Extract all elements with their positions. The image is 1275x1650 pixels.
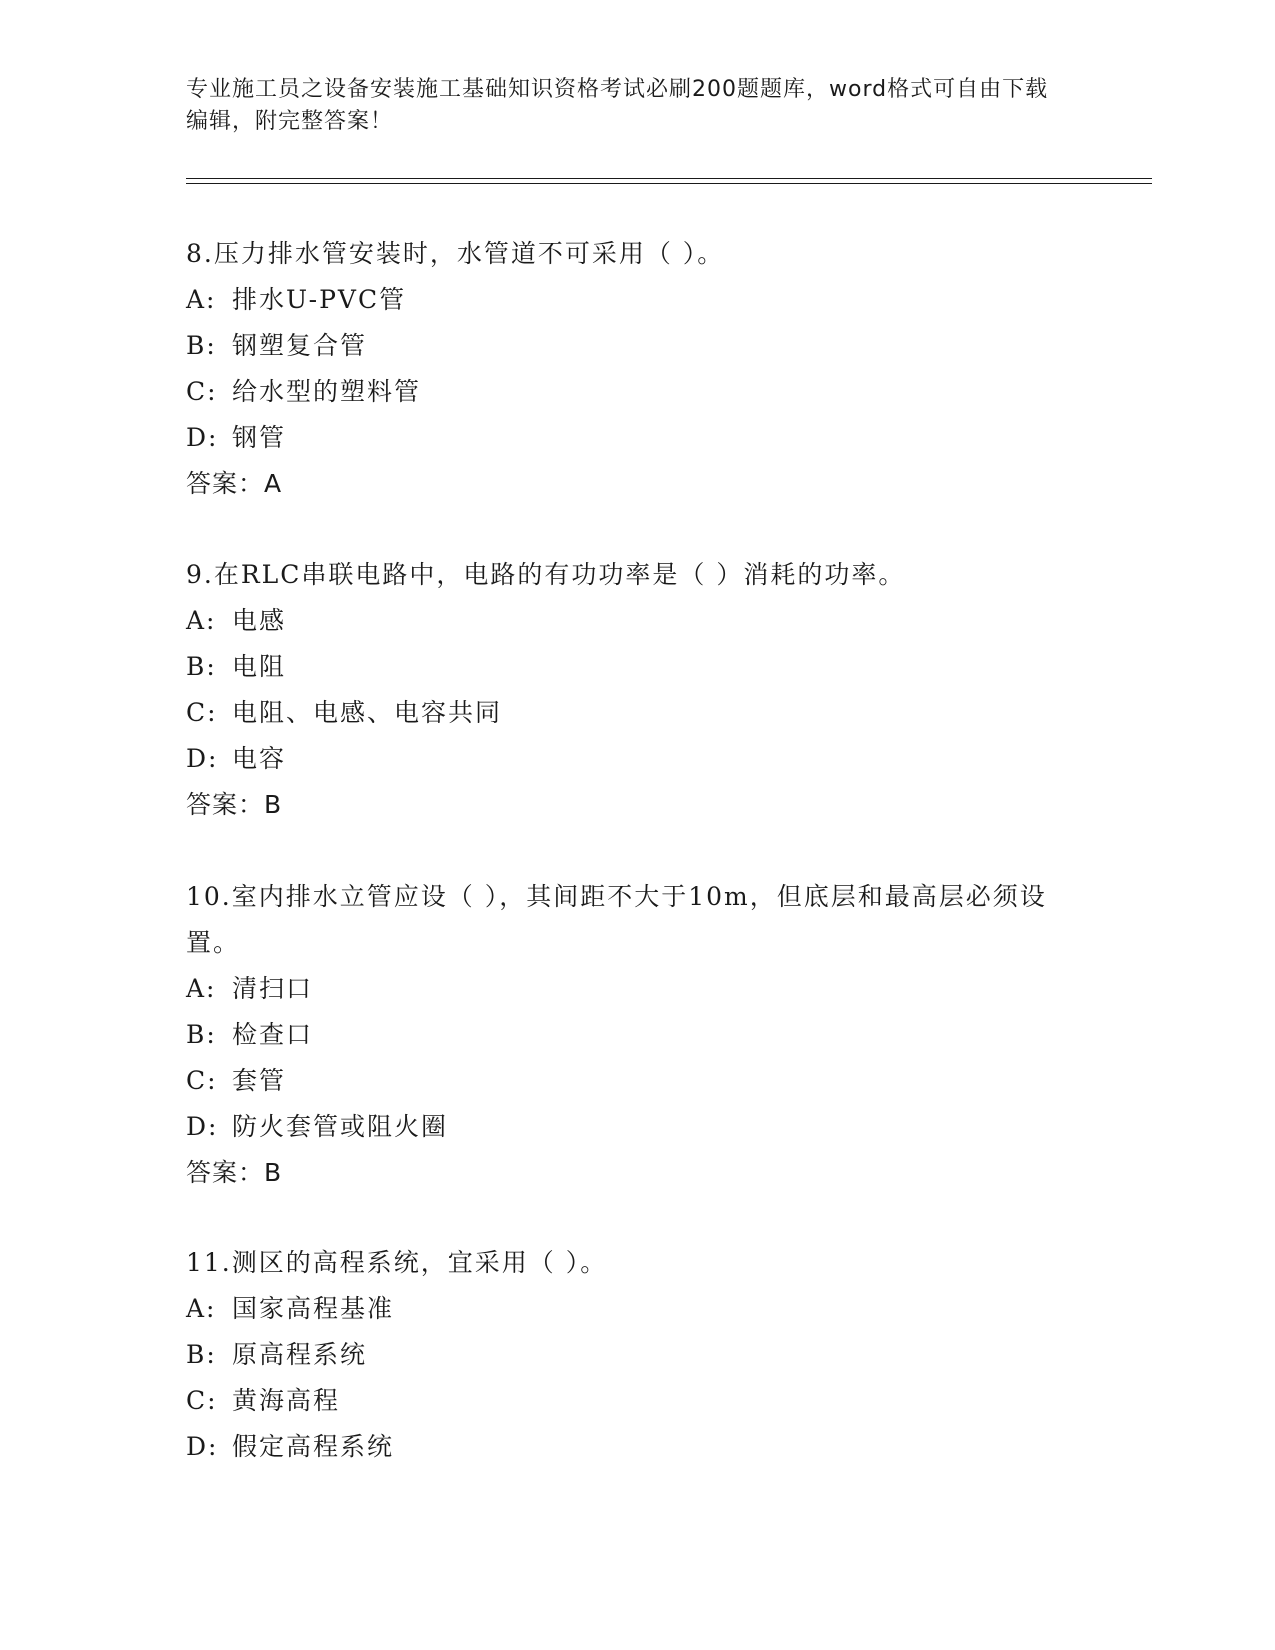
option-letter: D: [186,744,219,773]
option-text: 清扫口 [232,974,314,1003]
option-letter: A: [186,606,217,635]
option-c [186,369,1086,415]
option-text: 黄海高程 [232,1386,341,1415]
option-b [186,644,1086,690]
option-letter: D: [186,1432,219,1461]
question-stem: 11.测区的高程系统，宜采用（ ）。 [186,1248,608,1277]
option-text: 电阻 [232,652,287,681]
option-d [186,415,1086,461]
question-8 [186,231,1086,507]
answer-line: 答案：B [186,1158,283,1187]
option-a [186,598,1086,644]
option-letter: B: [186,1020,217,1049]
option-letter: C: [186,377,218,406]
option-letter: C: [186,1386,218,1415]
question-stem: 10.室内排水立管应设（ ），其间距不大于10m，但底层和最高层必须设置。 [186,882,1047,957]
option-a [186,277,1086,323]
option-c [186,1058,1086,1104]
option-letter: B: [186,1340,217,1369]
answer-line: 答案：B [186,790,283,819]
option-d [186,1104,1086,1150]
answer-line: 答案：A [186,469,283,498]
option-letter: C: [186,1066,218,1095]
option-letter: D: [186,423,219,452]
option-letter: A: [186,285,217,314]
option-letter: C: [186,698,218,727]
option-d [186,1424,1086,1470]
question-10 [186,874,1086,1196]
option-text: 排水U-PVC管 [232,285,407,314]
question-11 [186,1240,1086,1470]
option-text: 原高程系统 [232,1340,368,1369]
option-text: 钢塑复合管 [232,331,368,360]
option-a [186,966,1086,1012]
option-a [186,1286,1086,1332]
question-stem: 9.在RLC串联电路中，电路的有功功率是（ ）消耗的功率。 [186,560,906,589]
option-d [186,736,1086,782]
option-letter: A: [186,1294,217,1323]
option-text: 防火套管或阻火圈 [232,1112,449,1141]
option-c [186,690,1086,736]
question-stem: 8.压力排水管安装时，水管道不可采用（ ）。 [186,239,725,268]
option-text: 电阻、电感、电容共同 [232,698,503,727]
option-text: 电感 [232,606,287,635]
option-letter: A: [186,974,217,1003]
option-text: 套管 [232,1066,287,1095]
option-c [186,1378,1086,1424]
document-intro: 专业施工员之设备安装施工基础知识资格考试必刷200题题库，word格式可自由下载编辑，附完整答案！ [186,77,1049,134]
option-letter: B: [186,331,217,360]
option-letter: D: [186,1112,219,1141]
option-b [186,1332,1086,1378]
option-text: 电容 [232,744,287,773]
option-text: 国家高程基准 [232,1294,395,1323]
option-text: 假定高程系统 [232,1432,395,1461]
option-text: 钢管 [232,423,287,452]
option-text: 检查口 [232,1020,314,1049]
header-divider-top [186,178,1152,179]
option-b [186,323,1086,369]
question-9 [186,552,1086,828]
option-text: 给水型的塑料管 [232,377,422,406]
header-divider-bottom [186,183,1152,184]
option-b [186,1012,1086,1058]
option-letter: B: [186,652,217,681]
